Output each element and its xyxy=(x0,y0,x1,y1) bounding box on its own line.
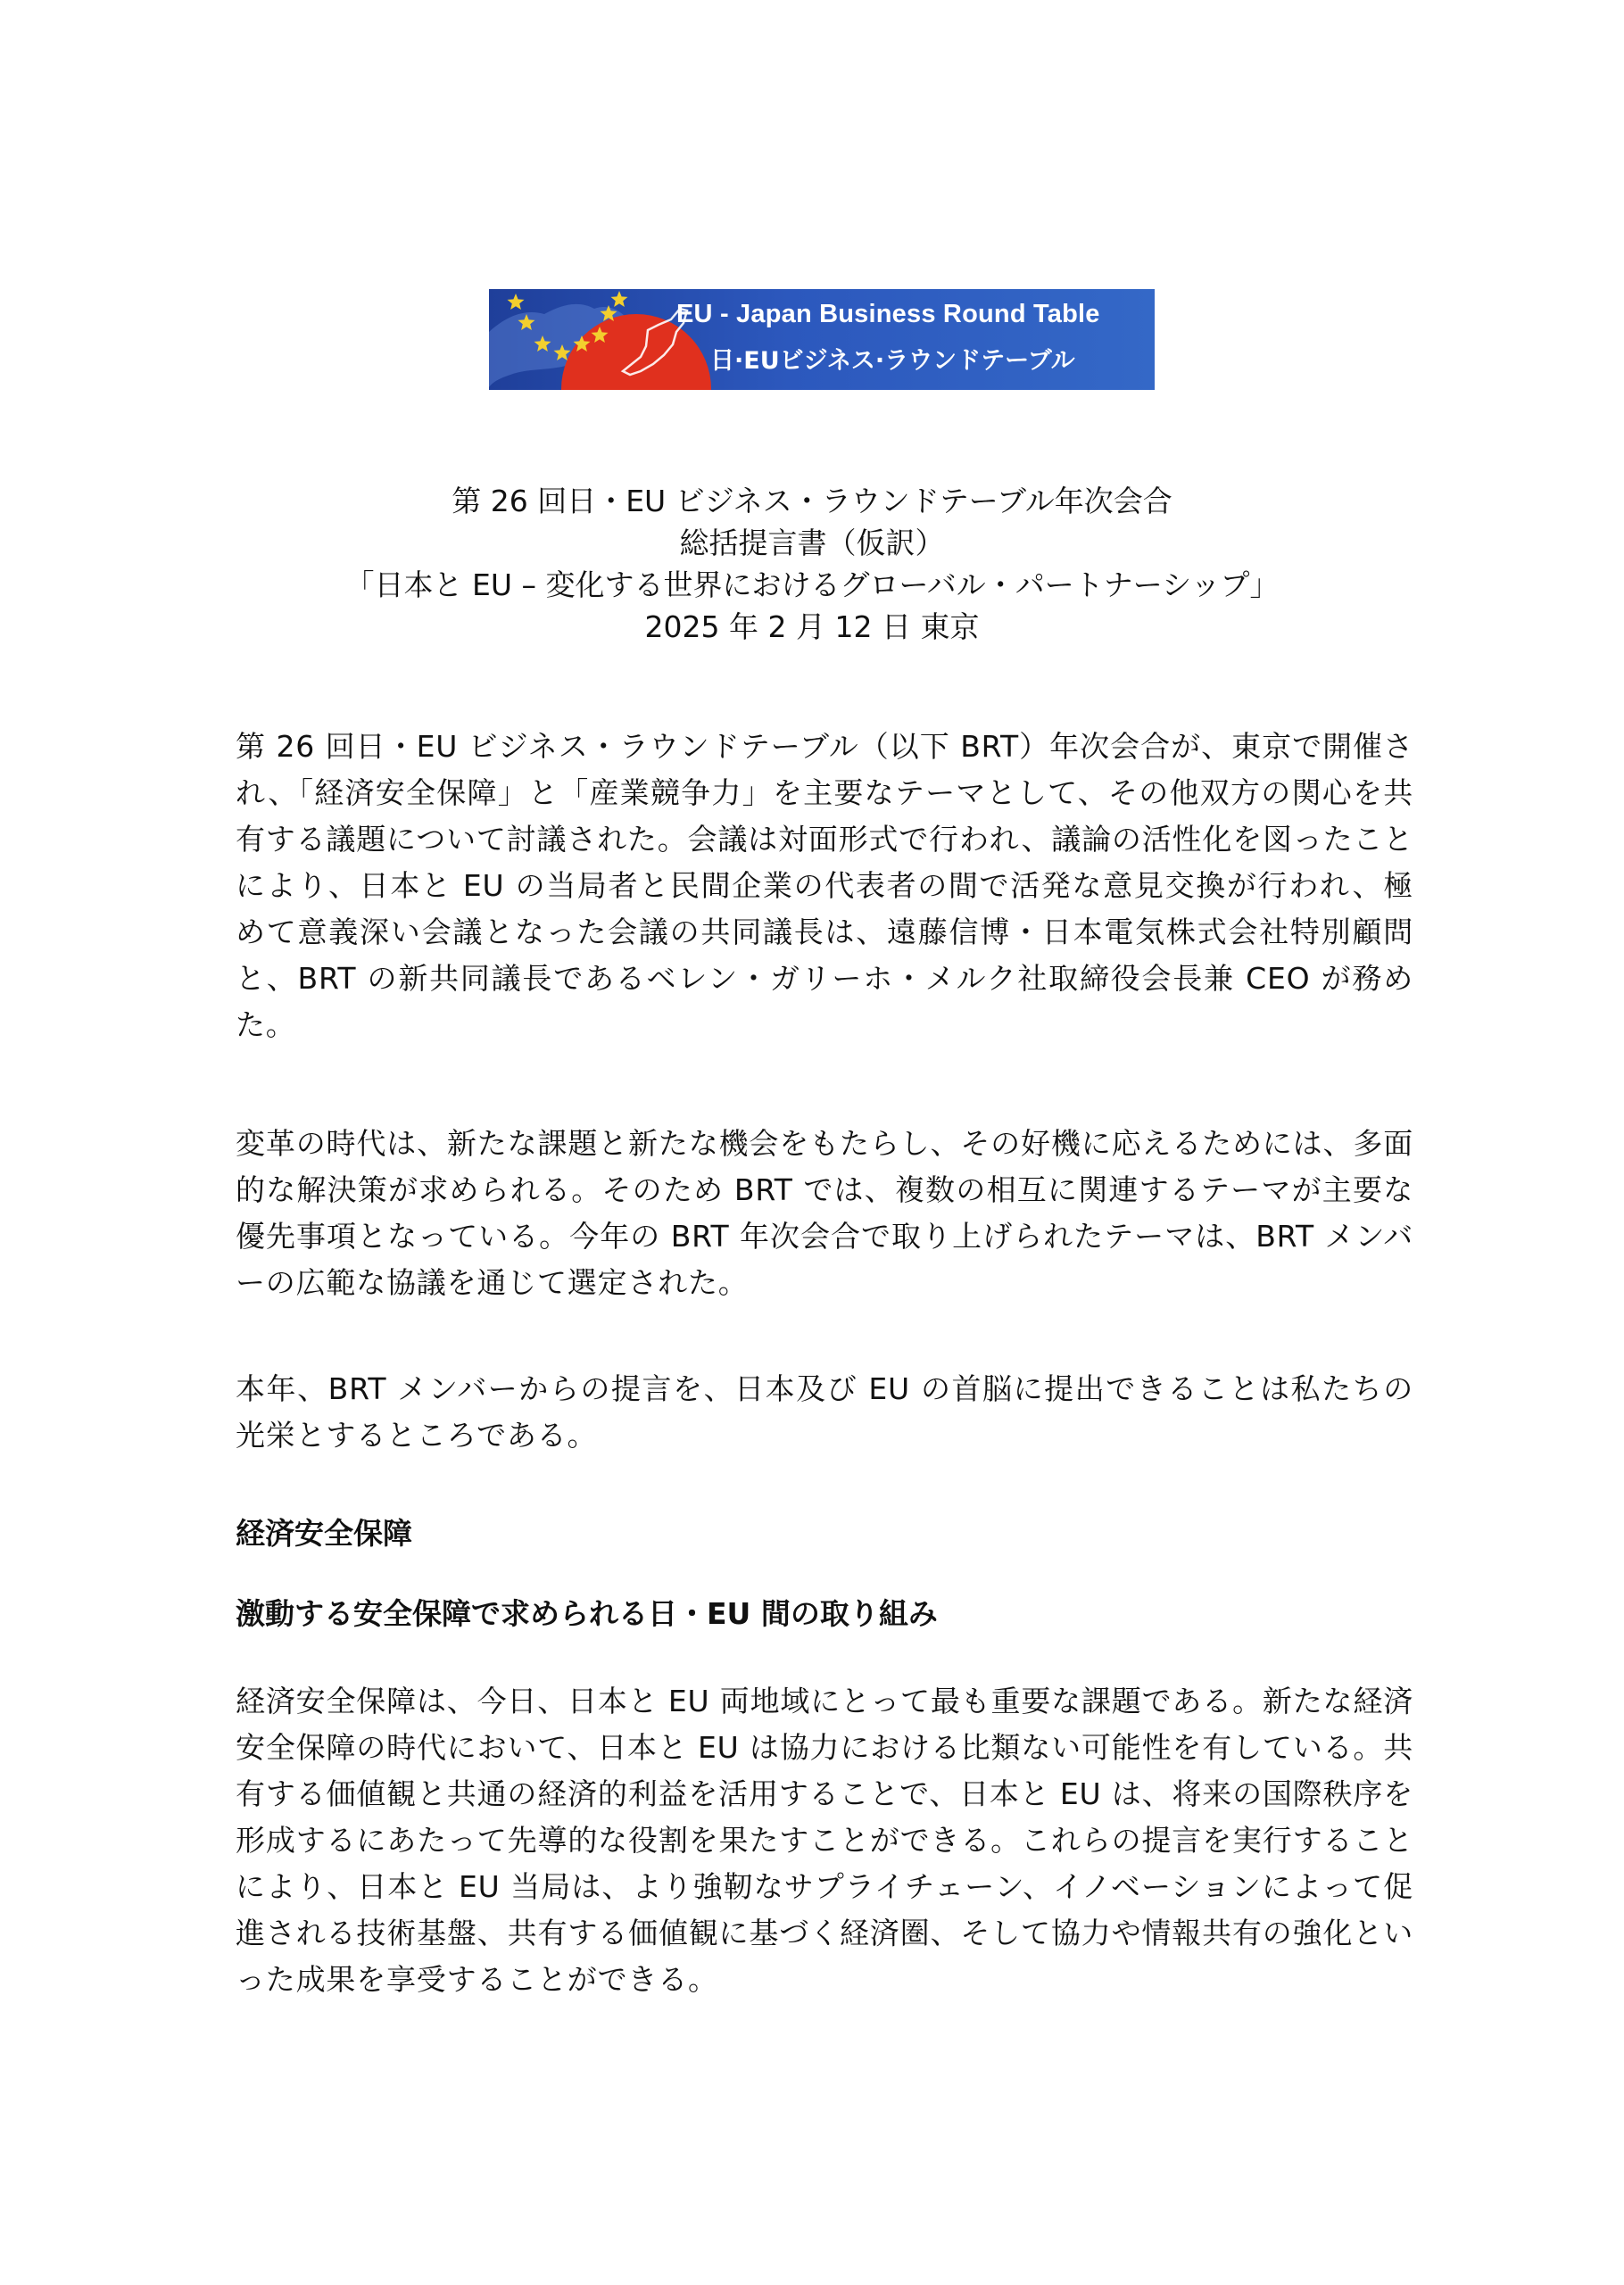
paragraph-honor-container xyxy=(236,1366,1413,1459)
eu-star-icon xyxy=(508,294,525,310)
paragraph-economic-security: 経済安全保障は、今日、日本と EU 両地域にとって最も重要な課題である。新たな経済安全保障の時代において、日本と EU は協力における比類ない可能性を有している。共有する価値観と共通の経済的利益を活用することで、日本と EU は、将来の国際秩序を形成するにあたって先導的な役割を果たすことができる。これらの提言を実行することにより、日本と EU 当局は、より強靭なサプライチェーン、イノベーションによって促進される技術基盤、共有する価値観に基づく経済圏、そして協力や情報共有の強化といった成果を享受することができる。 xyxy=(236,1684,1413,1997)
logo-title-english: EU - Japan Business Round Table xyxy=(676,300,1100,328)
paragraph-themes: 変革の時代は、新たな課題と新たな機会をもたらし、その好機に応えるためには、多面的な解決策が求められる。そのため BRT では、複数の相互に関連するテーマが主要な優先事項となっている。今年の BRT 年次会合で取り上げられたテーマは、BRT メンバーの広範な協議を通じて選定された。 xyxy=(236,1126,1413,1300)
title-date-location: 2025 年 2 月 12 日 東京 xyxy=(644,609,980,644)
eu-star-icon xyxy=(611,291,628,307)
title-theme: 「日本と EU – 変化する世界におけるグローバル・パートナーシップ」 xyxy=(344,567,1280,602)
section-heading-container xyxy=(236,1511,1413,1557)
paragraph-themes-container xyxy=(236,1121,1413,1306)
title-document-type: 総括提言書（仮訳） xyxy=(679,526,945,560)
brt-logo-banner xyxy=(489,289,1155,390)
subsection-heading-japan-eu-efforts: 激動する安全保障で求められる日・EU 間の取り組み xyxy=(236,1596,938,1631)
paragraph-honor: 本年、BRT メンバーからの提言を、日本及び EU の首脳に提出できることは私たちの光栄とするところである。 xyxy=(236,1371,1413,1453)
paragraph-intro-container xyxy=(236,724,1413,1048)
section-heading-economic-security: 経済安全保障 xyxy=(236,1516,412,1551)
logo-title-japanese: 日·EUビジネス·ラウンドテーブル xyxy=(710,347,1075,375)
title-meeting-name: 第 26 回日・EU ビジネス・ラウンドテーブル年次会合 xyxy=(452,484,1172,518)
document-title-block xyxy=(178,480,1446,648)
paragraph-intro: 第 26 回日・EU ビジネス・ラウンドテーブル（以下 BRT）年次会合が、東京で開催され、「経済安全保障」と「産業競争力」を主要なテーマとして、その他双方の関心を共有する議題について討議された。会議は対面形式で行われ、議論の活性化を図ったことにより、日本と EU の当局者と民間企業の代表者の間で活発な意見交換が行われ、極めて意義深い会議となった会議の共同議長は、遠藤信博・日本電気株式会社特別顧問と、BRT の新共同議長であるベレン・ガリーホ・メルク社取締役会長兼 CEO が務めた。 xyxy=(236,729,1413,1042)
paragraph-economic-security-container xyxy=(236,1678,1413,2003)
subsection-heading-container xyxy=(236,1591,1413,1637)
